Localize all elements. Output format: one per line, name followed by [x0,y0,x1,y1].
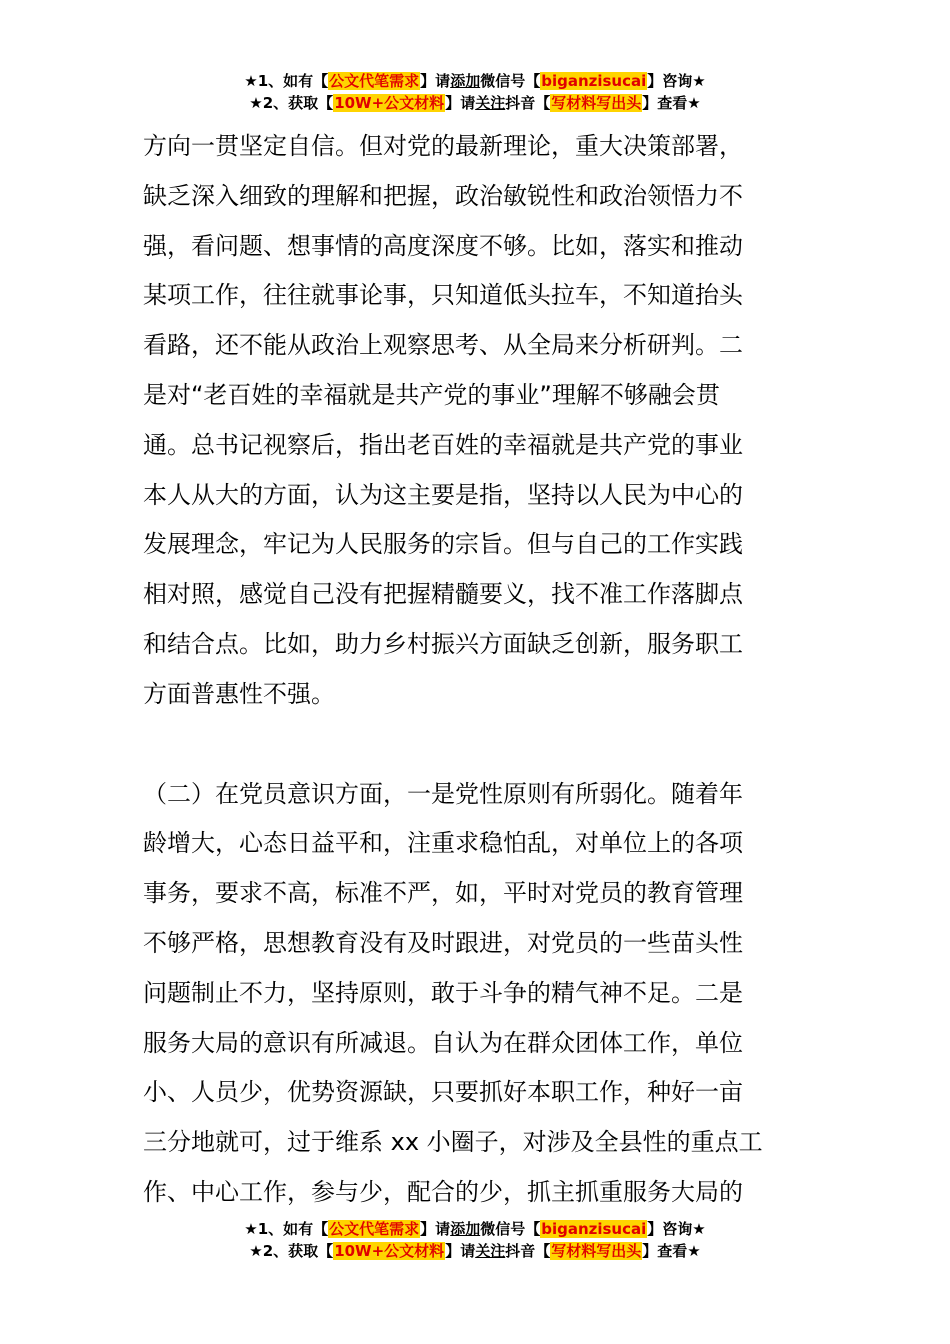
ad-text: 】查看★ [642,1242,701,1260]
ad-text: ★2、获取【 [249,94,334,112]
ad-underlined: 添加 [450,1220,481,1238]
ad-text: 抖音【 [505,94,551,112]
text-line: 是对“老百姓的幸福就是共产党的事业”理解不够融会贯 [143,380,720,409]
document-body [143,122,813,1218]
ad-text: 】咨询★ [647,1220,706,1238]
text-line: 事务，要求不高，标准不严，如，平时对党员的教育管理 [143,879,743,908]
text-line: 小、人员少，优势资源缺，只要抓好本职工作，种好一亩 [143,1078,743,1107]
ad-text: 抖音【 [505,1242,551,1260]
text-line: （二）在党员意识方面，一是党性原则有所弱化。随着年 [143,779,743,808]
ad-text: 】请 [420,72,451,90]
paragraph-1 [143,122,813,720]
header-ad-banner [0,70,950,114]
text-line: 方面普惠性不强。 [143,679,335,708]
ad-text: 微信号【 [480,1220,541,1238]
ad-underlined: 关注 [475,1242,506,1260]
text-line: 作、中心工作，参与少，配合的少，抓主抓重服务大局的 [143,1177,743,1206]
ad-highlight: 写材料写出头 [551,94,642,112]
text-line: 问题制止不力，坚持原则，敢于斗争的精气神不足。二是 [143,978,743,1007]
ad-line-2 [0,92,950,114]
text-line: 发展理念，牢记为人民服务的宗旨。但与自己的工作实践 [143,530,743,559]
text-line: 强，看问题、想事情的高度深度不够。比如，落实和推动 [143,231,743,260]
ad-highlight: 公文代笔需求 [329,72,420,90]
text-line: 本人从大的方面，认为这主要是指，坚持以人民为中心的 [143,480,743,509]
ad-line-1 [0,70,950,92]
ad-line-1 [0,1218,950,1240]
ad-text: 】请 [445,1242,476,1260]
paragraph-spacer [143,720,813,770]
ad-highlight: biganzisucai [541,1220,647,1238]
footer-ad-banner [0,1218,950,1262]
text-line: 相对照，感觉自己没有把握精髓要义，找不准工作落脚点 [143,580,743,609]
text-line: 某项工作，往往就事论事，只知道低头拉车，不知道抬头 [143,281,743,310]
text-line: 三分地就可，过于维系 xx 小圈子，对涉及全县性的重点工 [143,1128,763,1157]
ad-text: 】咨询★ [647,72,706,90]
text-line: 看路，还不能从政治上观察思考、从全局来分析研判。二 [143,331,743,360]
ad-highlight: 10W+公文材料 [334,94,445,112]
ad-underlined: 关注 [475,94,506,112]
ad-text: ★2、获取【 [249,1242,334,1260]
ad-highlight: biganzisucai [541,72,647,90]
ad-text: 微信号【 [480,72,541,90]
ad-highlight: 公文代笔需求 [329,1220,420,1238]
ad-text: 】请 [420,1220,451,1238]
text-line: 和结合点。比如，助力乡村振兴方面缺乏创新，服务职工 [143,629,743,658]
ad-highlight: 10W+公文材料 [334,1242,445,1260]
ad-underlined: 添加 [450,72,481,90]
ad-text: 】查看★ [642,94,701,112]
text-line: 方向一贯坚定自信。但对党的最新理论，重大决策部署， [143,132,743,160]
text-line: 缺乏深入细致的理解和把握，政治敏锐性和政治领悟力不 [143,181,743,210]
text-line: 不够严格，思想教育没有及时跟进，对党员的一些苗头性 [143,928,743,957]
ad-highlight: 写材料写出头 [551,1242,642,1260]
text-line: 通。总书记视察后，指出老百姓的幸福就是共产党的事业 [143,430,743,459]
ad-text: 】请 [445,94,476,112]
paragraph-2 [143,770,813,1218]
ad-line-2 [0,1240,950,1262]
text-line: 服务大局的意识有所减退。自认为在群众团体工作，单位 [143,1028,743,1057]
text-line: 龄增大，心态日益平和，注重求稳怕乱，对单位上的各项 [143,829,743,858]
ad-text: ★1、如有【 [244,1220,329,1238]
ad-text: ★1、如有【 [244,72,329,90]
